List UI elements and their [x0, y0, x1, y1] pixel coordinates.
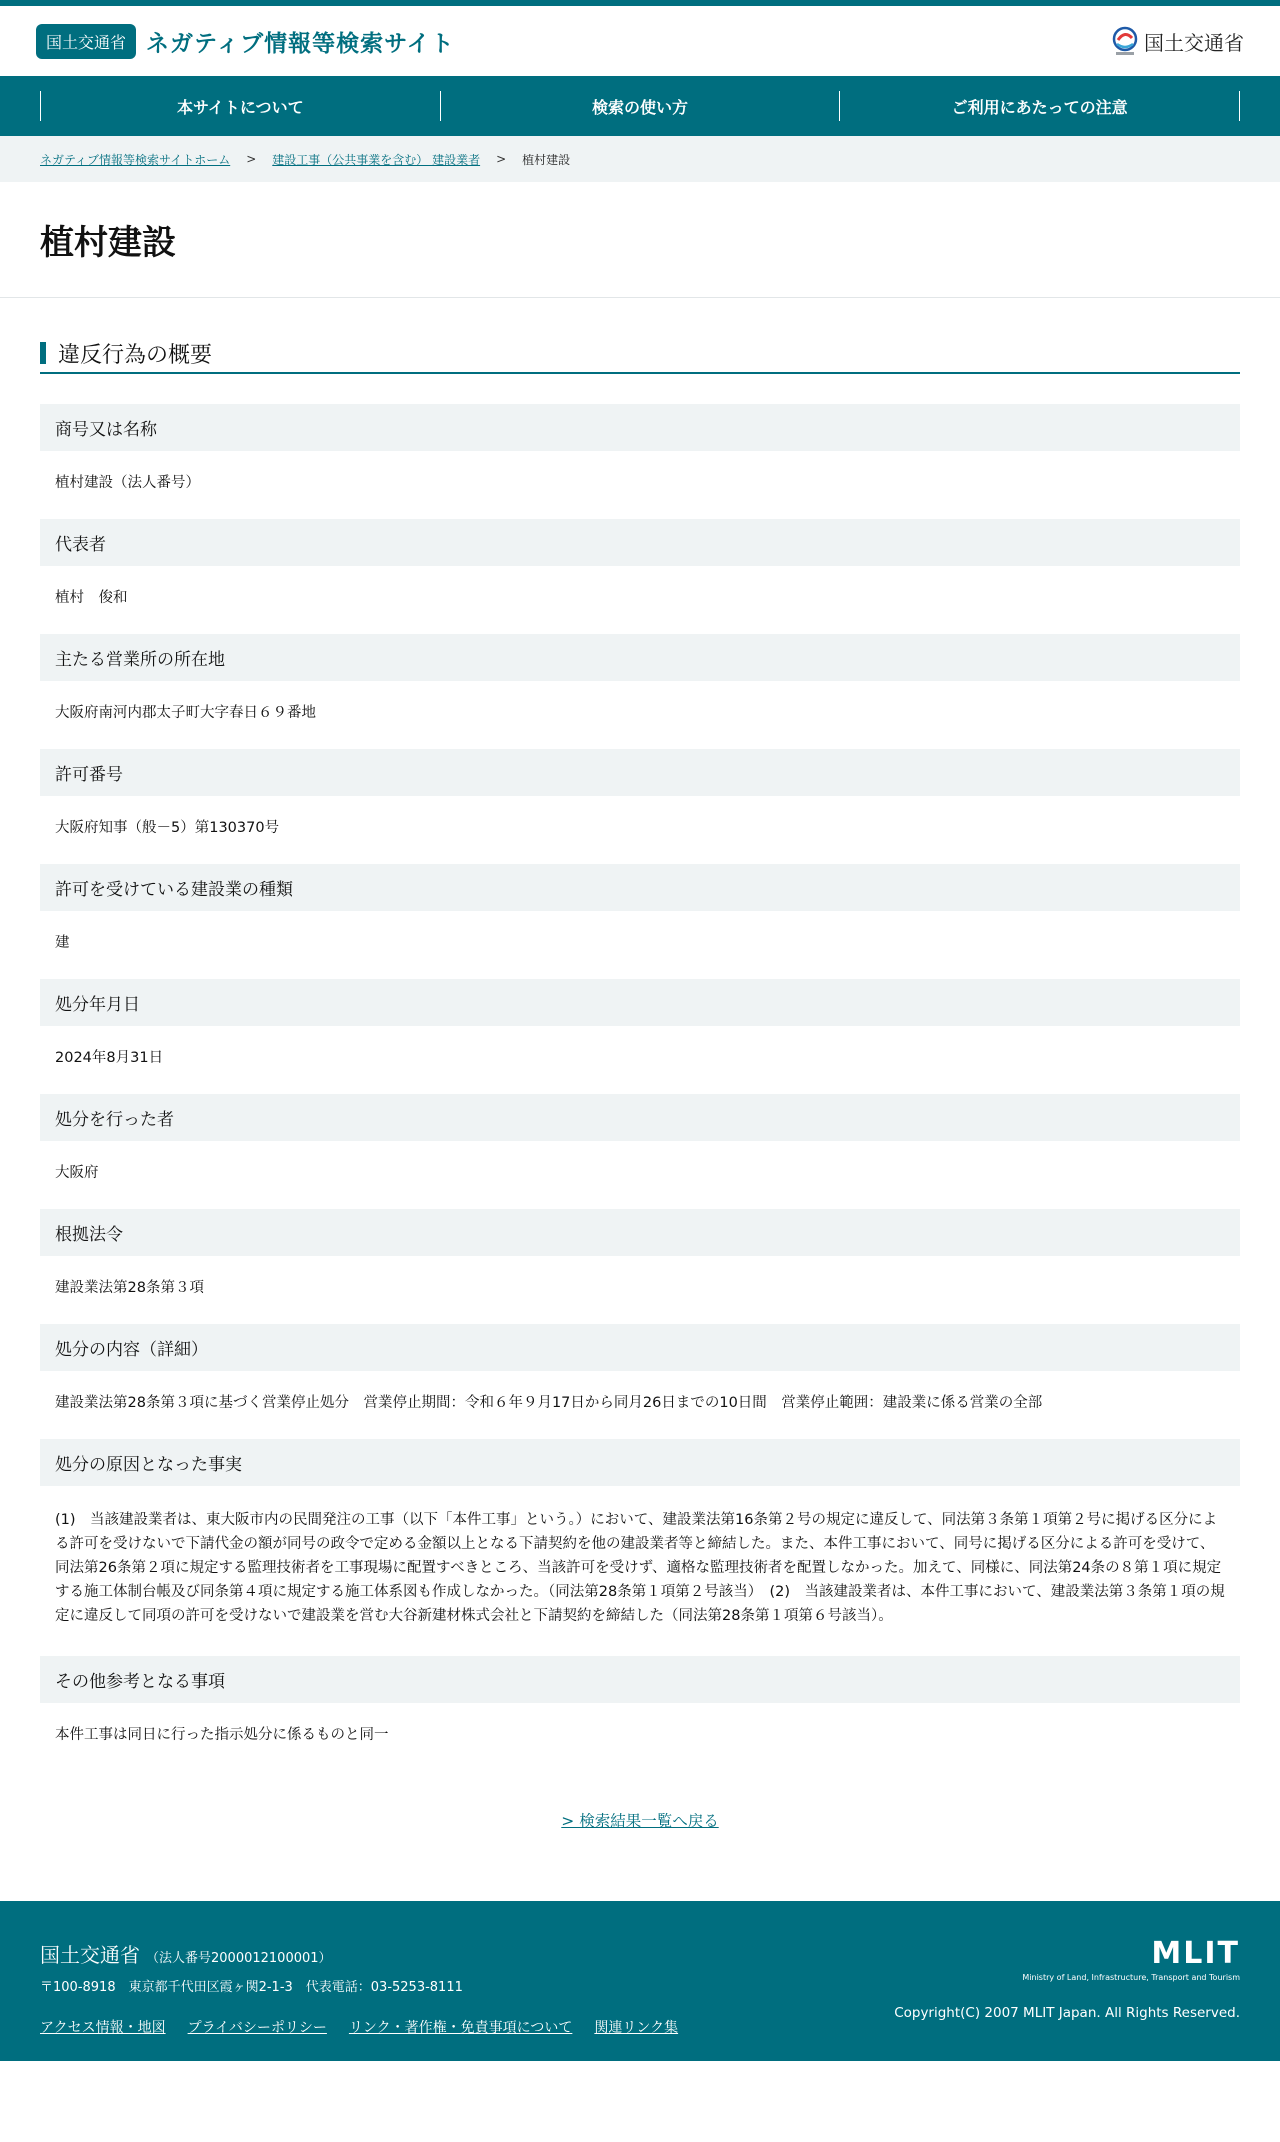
- detail-value: 大阪府: [55, 1165, 99, 1181]
- footer-link-copyright[interactable]: リンク・著作権・免責事項について: [348, 2020, 573, 2036]
- breadcrumb-separator: >: [496, 152, 507, 166]
- detail-label: 商号又は名称: [40, 404, 1240, 451]
- detail-value: 植村 俊和: [55, 590, 128, 606]
- detail-item-company-name: [40, 404, 1240, 519]
- detail-item-business-type: [40, 864, 1240, 979]
- footer-link-related[interactable]: 関連リンク集: [594, 2020, 679, 2036]
- detail-label: その他参考となる事項: [40, 1656, 1240, 1703]
- back-link-area: [40, 1771, 1240, 1901]
- mlit-logo-subtitle: Ministry of Land, Infrastructure, Transport and Tourism: [1022, 1973, 1240, 1982]
- site-title: ネガティブ情報等検索サイト: [146, 30, 455, 57]
- footer-link-access[interactable]: アクセス情報・地図: [40, 2020, 166, 2036]
- detail-value: 2024年8月31日: [55, 1050, 164, 1066]
- detail-item-cause-facts: [40, 1439, 1240, 1656]
- footer-address: 〒100-8918 東京都千代田区霞ヶ関2-1-3 代表電話：03-5253-8111: [40, 1980, 463, 1995]
- nav-usage-notes[interactable]: ご利用にあたっての注意: [839, 91, 1240, 121]
- detail-label: 処分の原因となった事実: [40, 1439, 1240, 1486]
- section-heading: [40, 334, 1240, 374]
- detail-value: 建設業法第28条第３項に基づく営業停止処分 営業停止期間：令和６年９月17日から同月26日までの10日間 営業停止範囲：建設業に係る営業の全部: [55, 1395, 1043, 1411]
- detail-item-license-number: [40, 749, 1240, 864]
- detail-item-disposition-date: [40, 979, 1240, 1094]
- detail-item-disposition-content: [40, 1324, 1240, 1439]
- mlit-emblem-icon: [1112, 26, 1138, 56]
- detail-item-legal-basis: [40, 1209, 1240, 1324]
- breadcrumb-current: 植村建設: [522, 152, 571, 167]
- detail-value: 植村建設（法人番号）: [55, 475, 200, 491]
- page-title: 植村建設: [40, 223, 176, 263]
- detail-value: 建: [55, 935, 70, 951]
- ministry-badge: 国土交通省: [36, 24, 136, 59]
- detail-item-representative: [40, 519, 1240, 634]
- detail-label: 許可番号: [40, 749, 1240, 796]
- mlit-logo-word: MLIT: [1151, 1936, 1240, 1971]
- section-heading-text: 違反行為の概要: [58, 342, 213, 368]
- detail-label: 根拠法令: [40, 1209, 1240, 1256]
- detail-label: 主たる営業所の所在地: [40, 634, 1240, 681]
- detail-value: (1) 当該建設業者は、東大阪市内の民間発注の工事（以下「本件工事」という。）において、建設業法第16条第２号の規定に違反して、同法第３条第１項第２号に掲げる区分による許可を受けないで下請代金の額が同号の政令で定める金額以上となる下請契約を他の建設業者等と締結した。また、本件工事において、同号に掲げる区分による許可を受けて、同法第26条第２項に規定する監理技術者を工事現場に配置すべきところ、当該許可を受けず、適格な監理技術者を配置しなかった。加えて、同様に、同法第24条の８第１項に規定する施工体制台帳及び同条第４項に規定する施工体系図も作成しなかった。（同法第28条第１項第２号該当） (2) 当該建設業者は、本件工事において、建設業法第３条第１項の規定に違反して同項の許可を受けないで建設業を営む大谷新建材株式会社と下請契約を締結した（同法第28条第１項第６号該当）。: [55, 1512, 1225, 1624]
- detail-value: 建設業法第28条第３項: [55, 1280, 204, 1296]
- mlit-logo[interactable]: [1022, 1936, 1240, 1982]
- breadcrumb-home[interactable]: ネガティブ情報等検索サイトホーム: [40, 152, 231, 167]
- footer-org-title: 国土交通省: [40, 1943, 140, 1967]
- nav-about[interactable]: 本サイトについて: [40, 91, 440, 121]
- heading-accent-bar: [40, 342, 46, 364]
- ministry-logo-text: 国土交通省: [1144, 30, 1244, 55]
- main-content: [0, 298, 1280, 1901]
- detail-label: 処分の内容（詳細）: [40, 1324, 1240, 1371]
- breadcrumb-category[interactable]: 建設工事（公共事業を含む） 建設業者: [272, 152, 481, 167]
- site-header: [0, 6, 1280, 76]
- page-title-area: [0, 182, 1280, 298]
- detail-label: 許可を受けている建設業の種類: [40, 864, 1240, 911]
- ministry-logo[interactable]: [1112, 26, 1244, 56]
- footer-link-privacy[interactable]: プライバシーポリシー: [187, 2020, 327, 2036]
- detail-label: 処分を行った者: [40, 1094, 1240, 1141]
- detail-value: 大阪府南河内郡太子町大字春日６９番地: [55, 705, 316, 721]
- site-footer: [0, 1901, 1280, 2061]
- detail-label: 処分年月日: [40, 979, 1240, 1026]
- detail-label: 代表者: [40, 519, 1240, 566]
- site-brand[interactable]: [36, 24, 455, 59]
- detail-value: 大阪府知事（般－5）第130370号: [55, 820, 280, 836]
- breadcrumb: [0, 136, 1280, 182]
- global-nav: [0, 76, 1280, 136]
- footer-corp-number: （法人番号2000012100001）: [146, 1951, 332, 1966]
- breadcrumb-separator: >: [246, 152, 257, 166]
- detail-item-other-notes: [40, 1656, 1240, 1771]
- detail-value: 本件工事は同日に行った指示処分に係るものと同一: [55, 1727, 389, 1743]
- nav-how-to-search[interactable]: 検索の使い方: [440, 91, 840, 121]
- detail-item-main-office: [40, 634, 1240, 749]
- back-to-results-link[interactable]: > 検索結果一覧へ戻る: [561, 1812, 719, 1830]
- detail-item-disposing-authority: [40, 1094, 1240, 1209]
- copyright-text: Copyright(C) 2007 MLIT Japan. All Rights Reserved.: [894, 2005, 1240, 2021]
